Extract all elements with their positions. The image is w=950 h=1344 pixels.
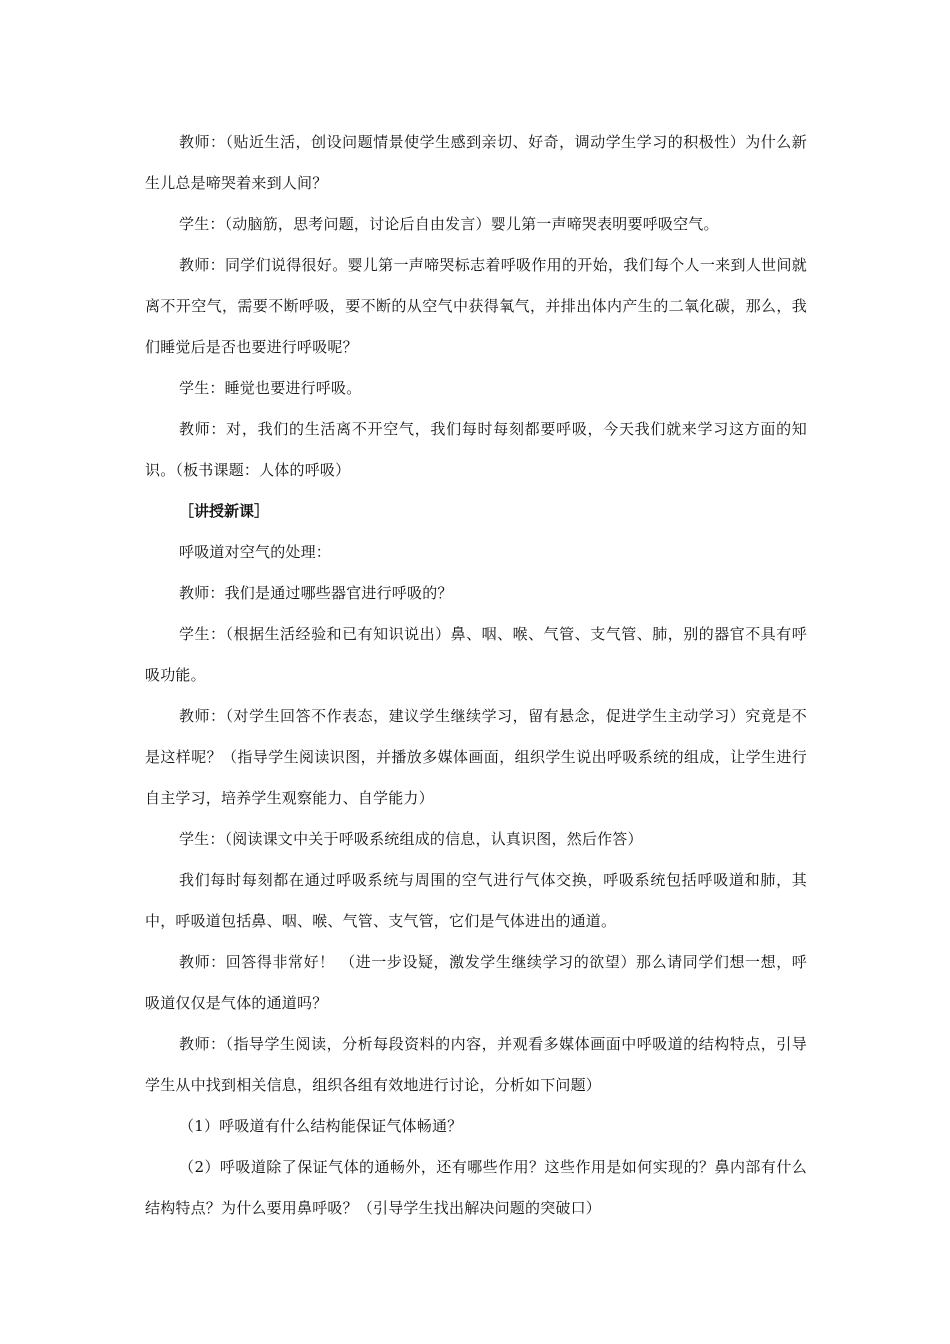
question-item: （1）呼吸道有什么结构能保证气体畅通？ [179, 1117, 463, 1135]
paragraph: 学生：（动脑筋，思考问题，讨论后自由发言）婴儿第一声啼哭表明要呼吸空气。 [179, 215, 719, 233]
paragraph: 教师：（贴近生活，创设问题情景使学生感到亲切、好奇，调动学生学习的积极性）为什么新生儿总是啼哭着来到人间？ [145, 133, 807, 192]
paragraph: 教师：对，我们的生活离不开空气，我们每时每刻都要呼吸，今天我们就来学习这方面的知识。（板书课题：人体的呼吸） [145, 420, 807, 479]
document-body [145, 122, 807, 1229]
paragraph: 学生：睡觉也要进行呼吸。 [179, 379, 362, 397]
paragraph: 教师：同学们说得很好。婴儿第一声啼哭标志着呼吸作用的开始，我们每个人一来到人世间就离不开空气，需要不断呼吸，要不断的从空气中获得氧气，并排出体内产生的二氧化碳，那么，我们睡觉后是否也要进行呼吸呢？ [145, 256, 807, 356]
paragraph: 学生：（根据生活经验和已有知识说出）鼻、咽、喉、气管、支气管、肺，别的器官不具有呼吸功能。 [145, 625, 807, 684]
paragraph: 教师：我们是通过哪些器官进行呼吸的？ [179, 584, 453, 602]
paragraph: 学生：（阅读课文中关于呼吸系统组成的信息，认真识图，然后作答） [179, 830, 643, 848]
paragraph: 呼吸道对空气的处理： [179, 543, 332, 561]
paragraph: 教师：回答得非常好！ （进一步设疑，激发学生继续学习的欲望）那么请同学们想一想，呼吸道仅仅是气体的通道吗？ [145, 953, 807, 1012]
question-item: （2）呼吸道除了保证气体的通畅外，还有哪些作用？这些作用是如何实现的？鼻内部有什么结构特点？为什么要用鼻呼吸？（引导学生找出解决问题的突破口） [145, 1158, 807, 1217]
paragraph: 教师：（指导学生阅读，分析每段资料的内容，并观看多媒体画面中呼吸道的结构特点，引导学生从中找到相关信息，组织各组有效地进行讨论，分析如下问题） [145, 1035, 807, 1094]
paragraph: 教师：（对学生回答不作表态，建议学生继续学习，留有悬念，促进学生主动学习）究竟是不是这样呢？（指导学生阅读识图，并播放多媒体画面，组织学生说出呼吸系统的组成，让学生进行自主学习，培养学生观察能力、自学能力） [145, 707, 807, 807]
paragraph: 我们每时每刻都在通过呼吸系统与周围的空气进行气体交换，呼吸系统包括呼吸道和肺，其中，呼吸道包括鼻、咽、喉、气管、支气管，它们是气体进出的通道。 [145, 871, 807, 930]
section-heading: ［讲授新课］ [179, 502, 270, 520]
